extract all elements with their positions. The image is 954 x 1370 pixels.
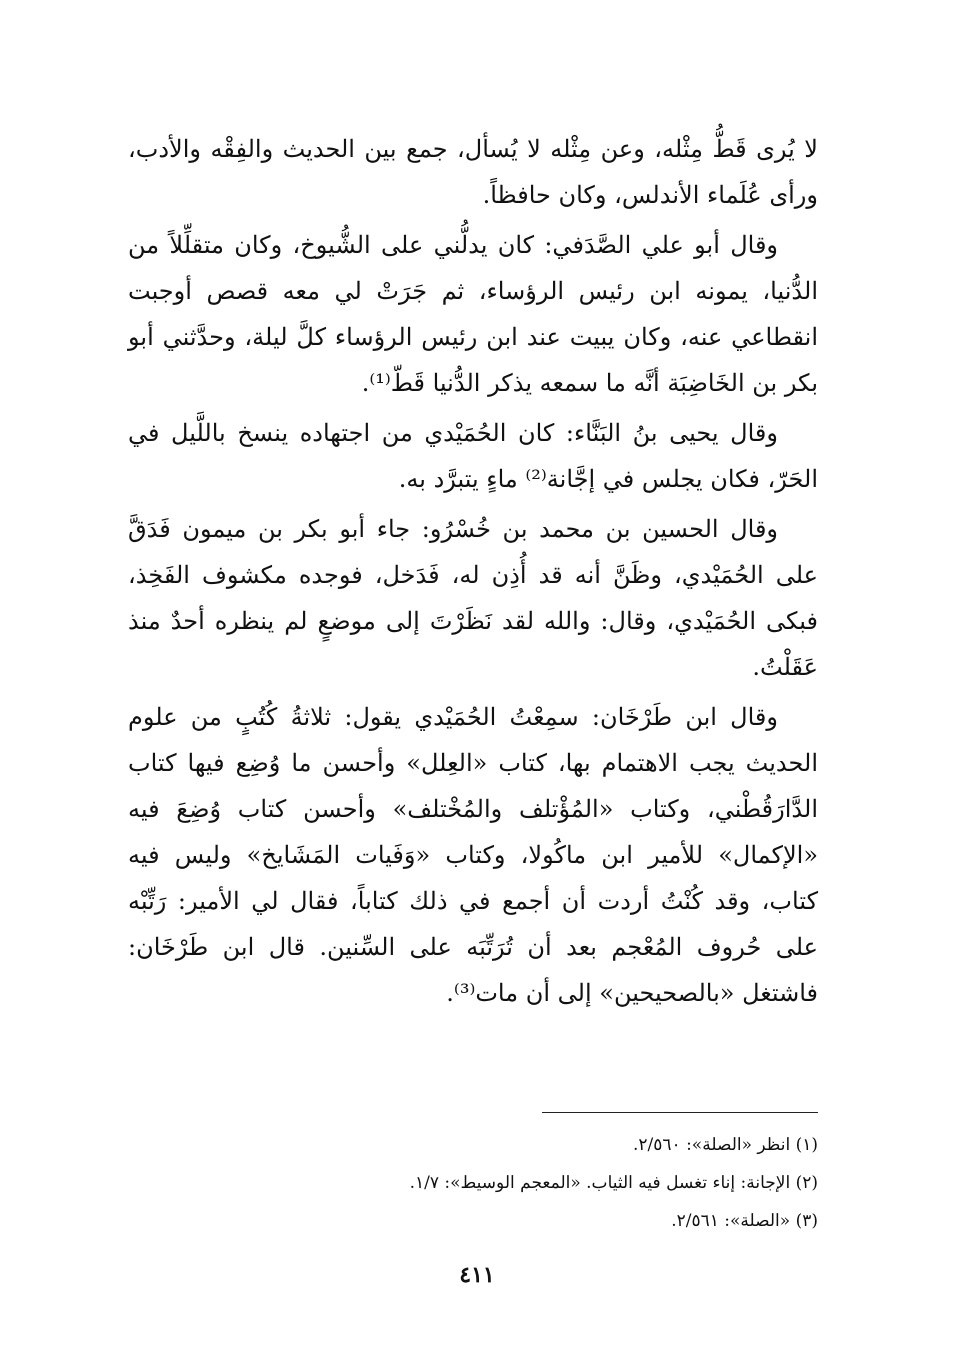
footnote-1: (١) انظر «الصلة»: ٢/٥٦٠. [633, 1135, 818, 1155]
footnotes [128, 1126, 818, 1240]
paragraph-3: وقال يحيى بنُ البَنَّاء: كان الحُمَيْدي من اجتهاده ينسخ باللَّيل في الحَرّ، فكان يجلس في إجَّانة⁽²⁾ ماءٍ يتبرَّد به. [128, 419, 818, 493]
footnote-separator [542, 1112, 818, 1113]
footnote-2: (٢) الإجانة: إناء تغسل فيه الثياب. «المعجم الوسيط»: ١/٧. [409, 1173, 818, 1193]
paragraph-1: لا يُرى قَطُّ مِثْله، وعن مِثْله لا يُسأل، جمع بين الحديث والفِقْه والأدب، ورأى عُلَماء الأندلس، وكان حافظاً. [128, 135, 818, 209]
footnote-3: (٣) «الصلة»: ٢/٥٦١. [671, 1211, 818, 1231]
paragraph-4: وقال الحسين بن محمد بن خُسْرُو: جاء أبو بكر بن ميمون فَدَقَّ على الحُمَيْدي، وظَنَّ أنه قد أُذِن له، فَدَخل، فوجده مكشوف الفَخِذ، فبكى الحُمَيْدي، وقال: والله لقد نَظَرْتَ إلى موضعٍ لم ينظره أحدٌ منذ عَقَلْتُ. [128, 515, 819, 681]
page-number: ٤١١ [459, 1262, 495, 1288]
main-text [128, 126, 818, 1016]
paragraph-2: وقال أبو علي الصَّدَفي: كان يدلُّني على الشُّيوخ، وكان متقلِّلاً من الدُّنيا، يمونه ابن رئيس الرؤساء، ثم جَرَتْ لي معه قصص أوجبت انقطاعي عنه، وكان يبيت عند ابن رئيس الرؤساء كلَّ ليلة، وحدَّثني أبو بكر بن الخَاضِبَة أنَّه ما سمعه يذكر الدُّنيا قَطّ⁽¹⁾. [128, 231, 818, 397]
paragraph-5: وقال ابن طَرْخَان: سمِعْتُ الحُمَيْدي يقول: ثلاثةُ كُتُبٍ من علوم الحديث يجب الاهتمام بها، كتاب «العِلل» وأحسن ما وُضِع فيها كتاب الدَّارَقُطْني، وكتاب «المُؤْتلف والمُخْتلف» وأحسن كتاب وُضِعَ فيه «الإكمال» للأمير ابن ماكُولا، وكتاب «وَفَيات المَشَايخ» وليس فيه كتاب، وقد كُنْتُ أردت أن أجمع في ذلك كتاباً، فقال لي الأمير: رَتِّبْه على حُروف المُعْجم بعد أن تُرَتِّبَه على السِّنين. قال ابن طَرْخَان: فاشتغل «بالصحيحين» إلى أن مات⁽³⁾. [128, 703, 818, 1007]
